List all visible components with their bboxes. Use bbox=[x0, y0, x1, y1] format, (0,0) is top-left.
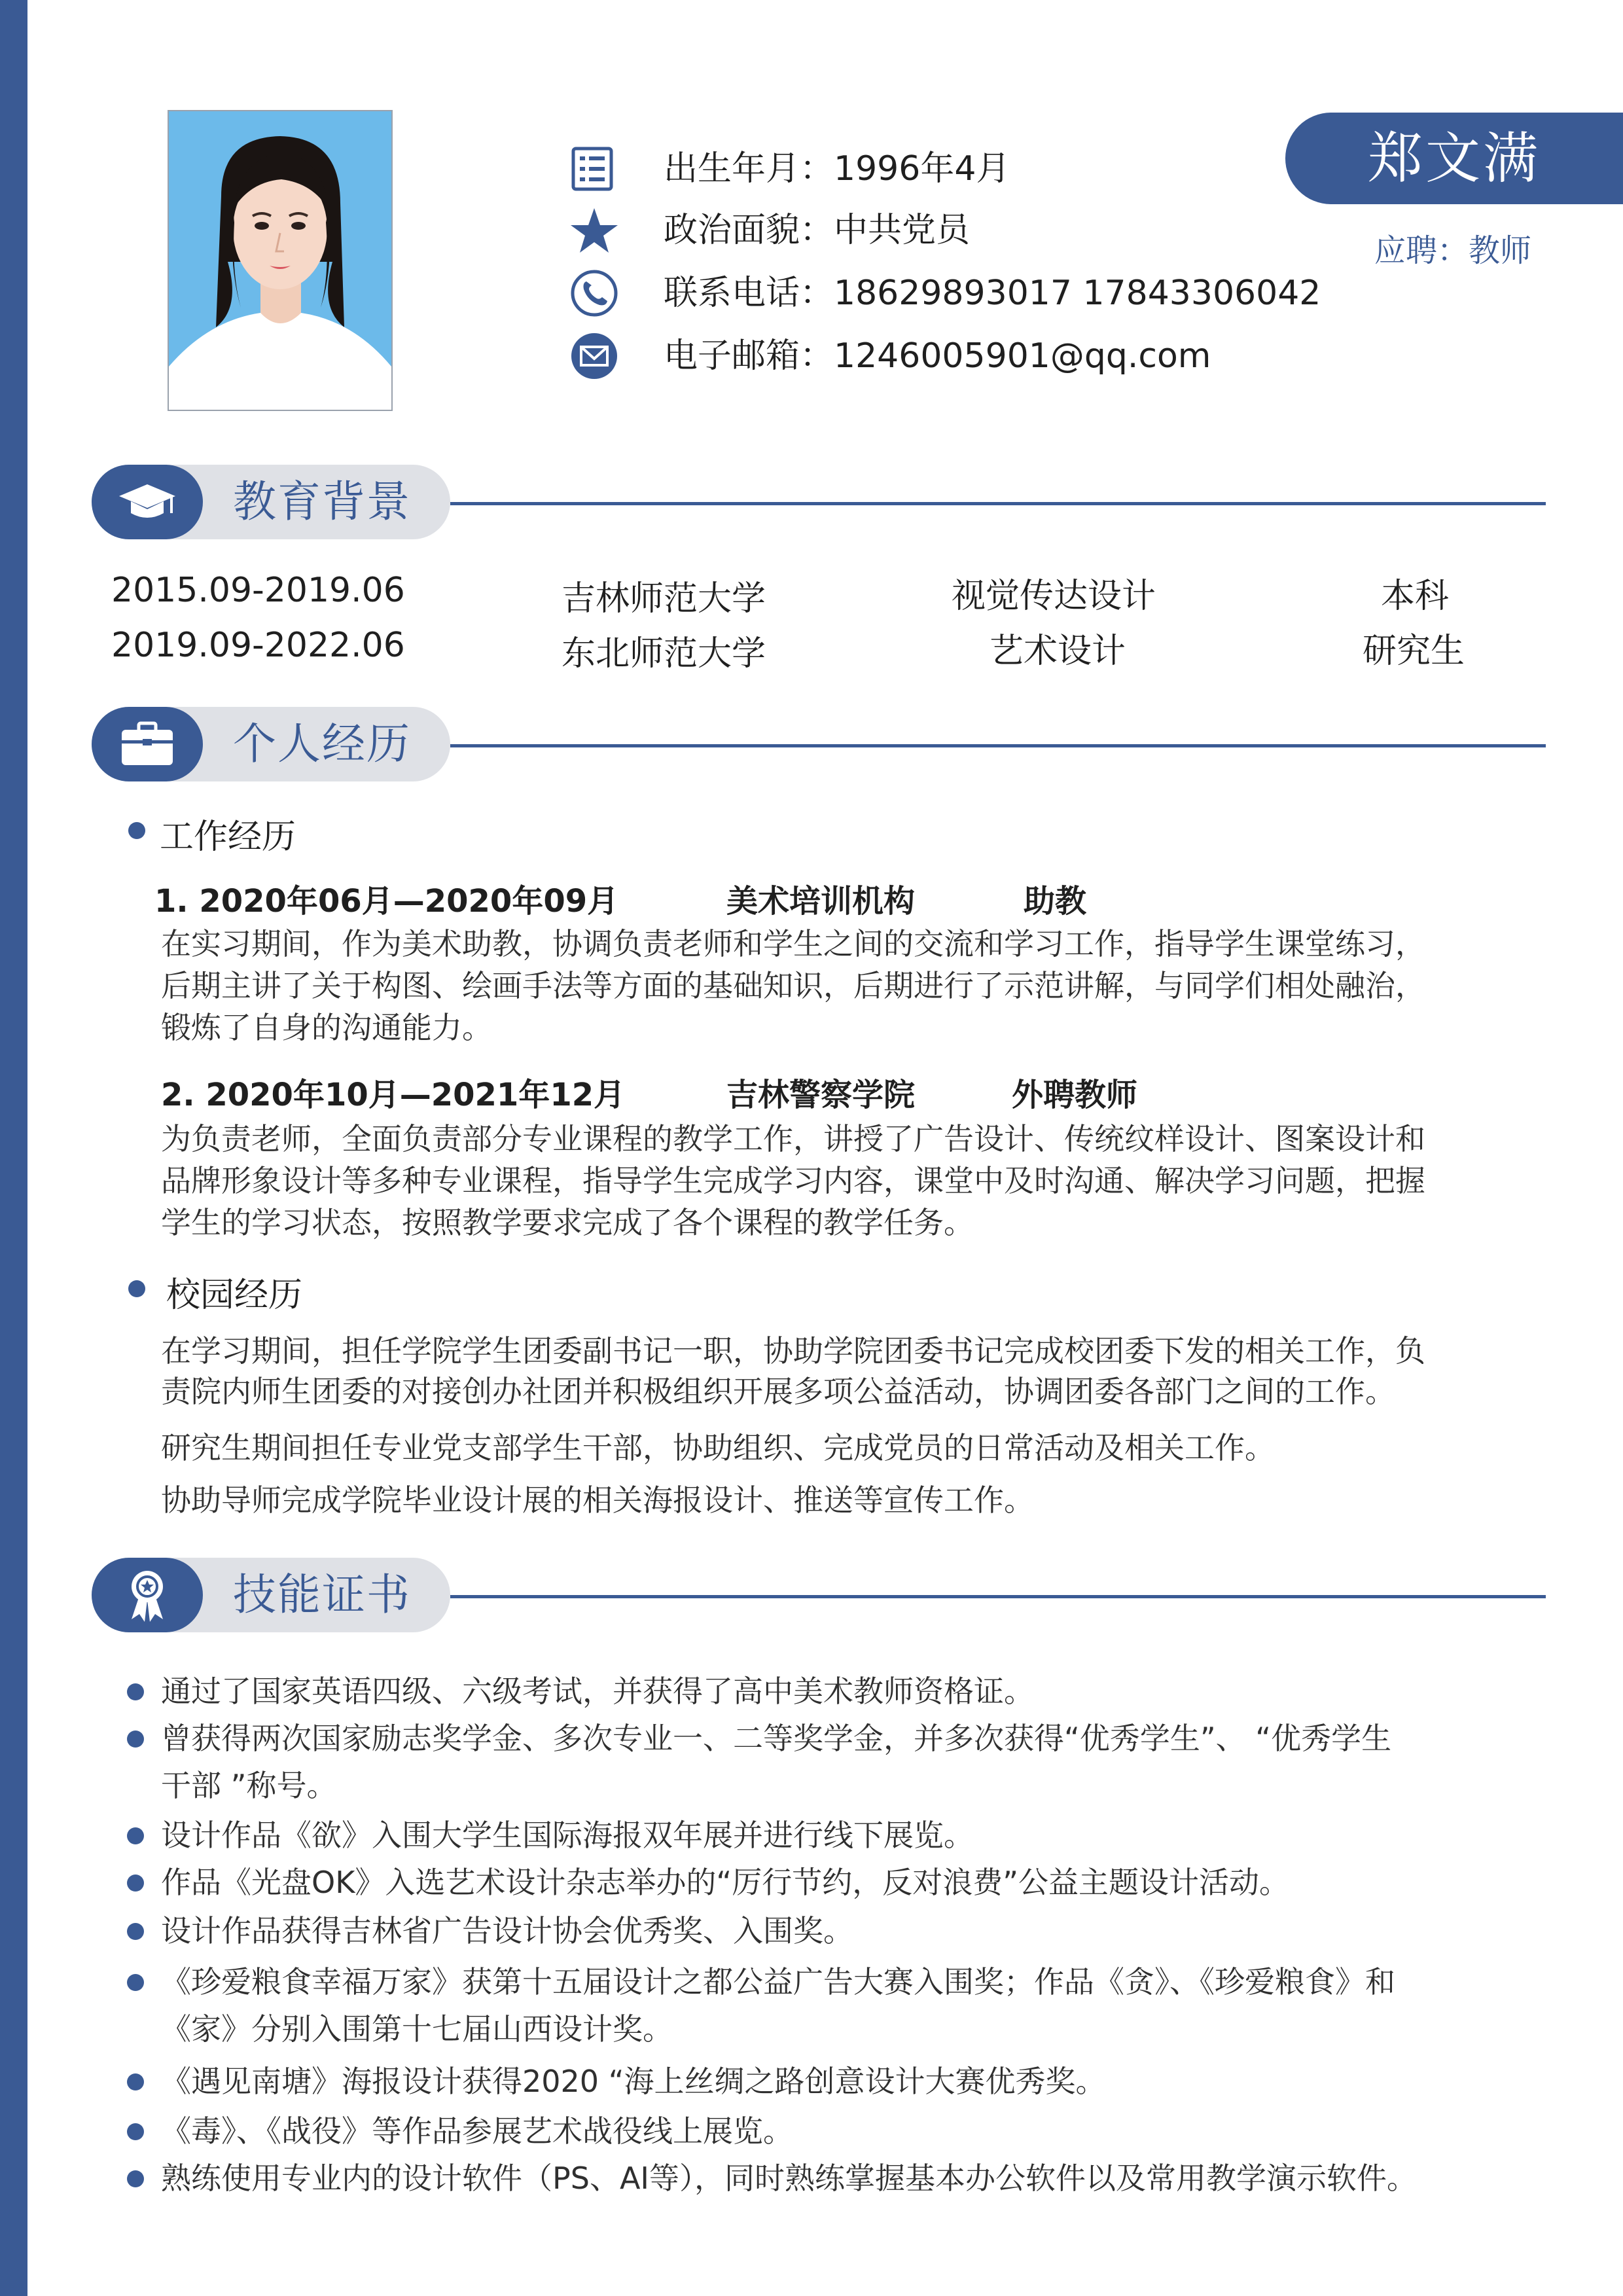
skill-text: 《遇见南塘》海报设计获得2020 “海上丝绸之路创意设计大赛优秀奖。 bbox=[161, 2064, 1106, 2099]
info-row-birth bbox=[569, 143, 1010, 195]
briefcase-icon bbox=[92, 707, 203, 781]
edu-school: 东北师范大学 bbox=[562, 634, 766, 673]
skill-text: 《家》分别入围第十七届山西设计奖。 bbox=[161, 2011, 673, 2047]
skill-item bbox=[161, 1859, 1561, 1906]
job-desc-line: 品牌形象设计等多种专业课程，指导学生完成学习内容，课堂中及时沟通、解决学习问题，把握 bbox=[161, 1163, 1425, 1198]
info-row-phone bbox=[569, 267, 1321, 319]
bullet-dot bbox=[128, 822, 145, 839]
bullet-dot bbox=[127, 1731, 144, 1748]
award-ribbon-icon bbox=[92, 1558, 203, 1632]
skill-text: 作品《光盘OK》入选艺术设计杂志举办的“厉行节约，反对浪费”公益主题设计活动。 bbox=[161, 1865, 1290, 1900]
skill-item bbox=[161, 2058, 1561, 2105]
edu-period: 2019.09-2022.06 bbox=[111, 626, 405, 665]
skill-item bbox=[161, 1812, 1561, 1859]
bullet-dot bbox=[127, 2073, 144, 2090]
subsection-campus-title: 校园经历 bbox=[166, 1276, 303, 1315]
info-text: 电子邮箱：1246005901@qq.com bbox=[664, 336, 1211, 376]
job-period: 2. 2020年10月—2021年12月 bbox=[161, 1077, 626, 1113]
edu-major: 艺术设计 bbox=[990, 632, 1126, 671]
campus-line: 在学习期间，担任学院学生团委副书记一职，协助学院团委书记完成校团委下发的相关工作，负 bbox=[161, 1333, 1425, 1369]
apply-position: 应聘：教师 bbox=[1374, 232, 1532, 269]
list-icon bbox=[569, 143, 626, 195]
edu-school: 吉林师范大学 bbox=[562, 579, 766, 619]
info-row-email bbox=[569, 330, 1211, 382]
edu-degree: 本科 bbox=[1381, 577, 1450, 616]
mail-icon bbox=[569, 330, 626, 382]
info-text: 出生年月：1996年4月 bbox=[664, 149, 1010, 188]
phone-icon bbox=[569, 267, 626, 319]
section-divider bbox=[450, 1595, 1546, 1598]
section-title: 教育背景 bbox=[233, 476, 411, 527]
bullet-dot bbox=[127, 2170, 144, 2187]
campus-line: 责院内师生团委的对接创办社团并积极组织开展多项公益活动，协调团委各部门之间的工作。 bbox=[161, 1374, 1395, 1409]
skill-item bbox=[161, 2155, 1561, 2202]
skill-item bbox=[161, 1907, 1561, 1954]
skill-text: 通过了国家英语四级、六级考试，并获得了高中美术教师资格证。 bbox=[161, 1674, 1034, 1709]
skill-item bbox=[161, 1958, 1561, 2053]
section-divider bbox=[450, 744, 1546, 747]
job-org: 美术培训机构 bbox=[726, 883, 916, 920]
edu-degree: 研究生 bbox=[1363, 632, 1465, 671]
job-role: 助教 bbox=[1024, 883, 1087, 920]
name-badge: 郑文满 bbox=[1285, 113, 1623, 204]
skill-item bbox=[161, 1715, 1561, 1809]
subsection-work-title: 工作经历 bbox=[160, 817, 296, 857]
bullet-dot bbox=[127, 1874, 144, 1892]
section-title: 技能证书 bbox=[233, 1570, 411, 1620]
edu-period: 2015.09-2019.06 bbox=[111, 571, 405, 610]
campus-line: 研究生期间担任专业党支部学生干部，协助组织、完成党员的日常活动及相关工作。 bbox=[161, 1430, 1275, 1465]
skill-item bbox=[161, 2108, 1561, 2155]
skill-text: 熟练使用专业内的设计软件（PS、AI等），同时熟练掌握基本办公软件以及常用教学演示软件。 bbox=[161, 2161, 1417, 2196]
job-role: 外聘教师 bbox=[1012, 1077, 1138, 1113]
info-text: 联系电话：18629893017 17843306042 bbox=[664, 274, 1321, 313]
skill-text: 《毒》、《战役》等作品参展艺术战役线上展览。 bbox=[161, 2113, 793, 2149]
job-period: 1. 2020年06月—2020年09月 bbox=[154, 883, 619, 920]
bullet-dot bbox=[127, 1974, 144, 1991]
bullet-dot bbox=[127, 1923, 144, 1940]
bullet-dot bbox=[127, 2123, 144, 2140]
left-accent-bar bbox=[0, 0, 27, 2296]
job-org: 吉林警察学院 bbox=[726, 1077, 916, 1113]
info-row-political bbox=[569, 204, 971, 257]
bullet-dot bbox=[127, 1683, 144, 1700]
skill-text: 设计作品获得吉林省广告设计协会优秀奖、入围奖。 bbox=[161, 1913, 853, 1948]
campus-line: 协助导师完成学院毕业设计展的相关海报设计、推送等宣传工作。 bbox=[161, 1482, 1034, 1518]
info-text: 政治面貌：中共党员 bbox=[664, 211, 971, 250]
edu-major: 视觉传达设计 bbox=[952, 577, 1156, 616]
profile-photo bbox=[168, 110, 393, 411]
star-icon bbox=[569, 204, 626, 257]
job-desc-line: 锻炼了自身的沟通能力。 bbox=[161, 1010, 492, 1045]
skill-text: 干部 ”称号。 bbox=[161, 1768, 337, 1803]
section-title: 个人经历 bbox=[233, 719, 411, 769]
job-desc-line: 学生的学习状态，按照教学要求完成了各个课程的教学任务。 bbox=[161, 1205, 974, 1240]
section-experience-header bbox=[92, 707, 1546, 781]
job-desc-line: 在实习期间，作为美术助教，协调负责老师和学生之间的交流和学习工作，指导学生课堂练习， bbox=[161, 926, 1425, 961]
skill-text: 曾获得两次国家励志奖学金、多次专业一、二等奖学金，并多次获得“优秀学生”、 “优秀学生 bbox=[161, 1721, 1392, 1756]
skill-item bbox=[161, 1668, 1561, 1715]
bullet-dot bbox=[128, 1280, 145, 1297]
job-desc-line: 后期主讲了关于构图、绘画手法等方面的基础知识，后期进行了示范讲解，与同学们相处融治， bbox=[161, 968, 1425, 1003]
graduation-cap-icon bbox=[92, 465, 203, 539]
section-skills-header bbox=[92, 1558, 1546, 1632]
skill-text: 设计作品《欲》入围大学生国际海报双年展并进行线下展览。 bbox=[161, 1818, 974, 1853]
skill-text: 《珍爱粮食幸福万家》获第十五届设计之都公益广告大赛入围奖；作品《贪》、《珍爱粮食》和 bbox=[161, 1964, 1395, 2000]
job-desc-line: 为负责老师，全面负责部分专业课程的教学工作，讲授了广告设计、传统纹样设计、图案设计和 bbox=[161, 1121, 1425, 1157]
bullet-dot bbox=[127, 1827, 144, 1844]
section-education-header bbox=[92, 465, 1546, 539]
section-divider bbox=[450, 502, 1546, 505]
